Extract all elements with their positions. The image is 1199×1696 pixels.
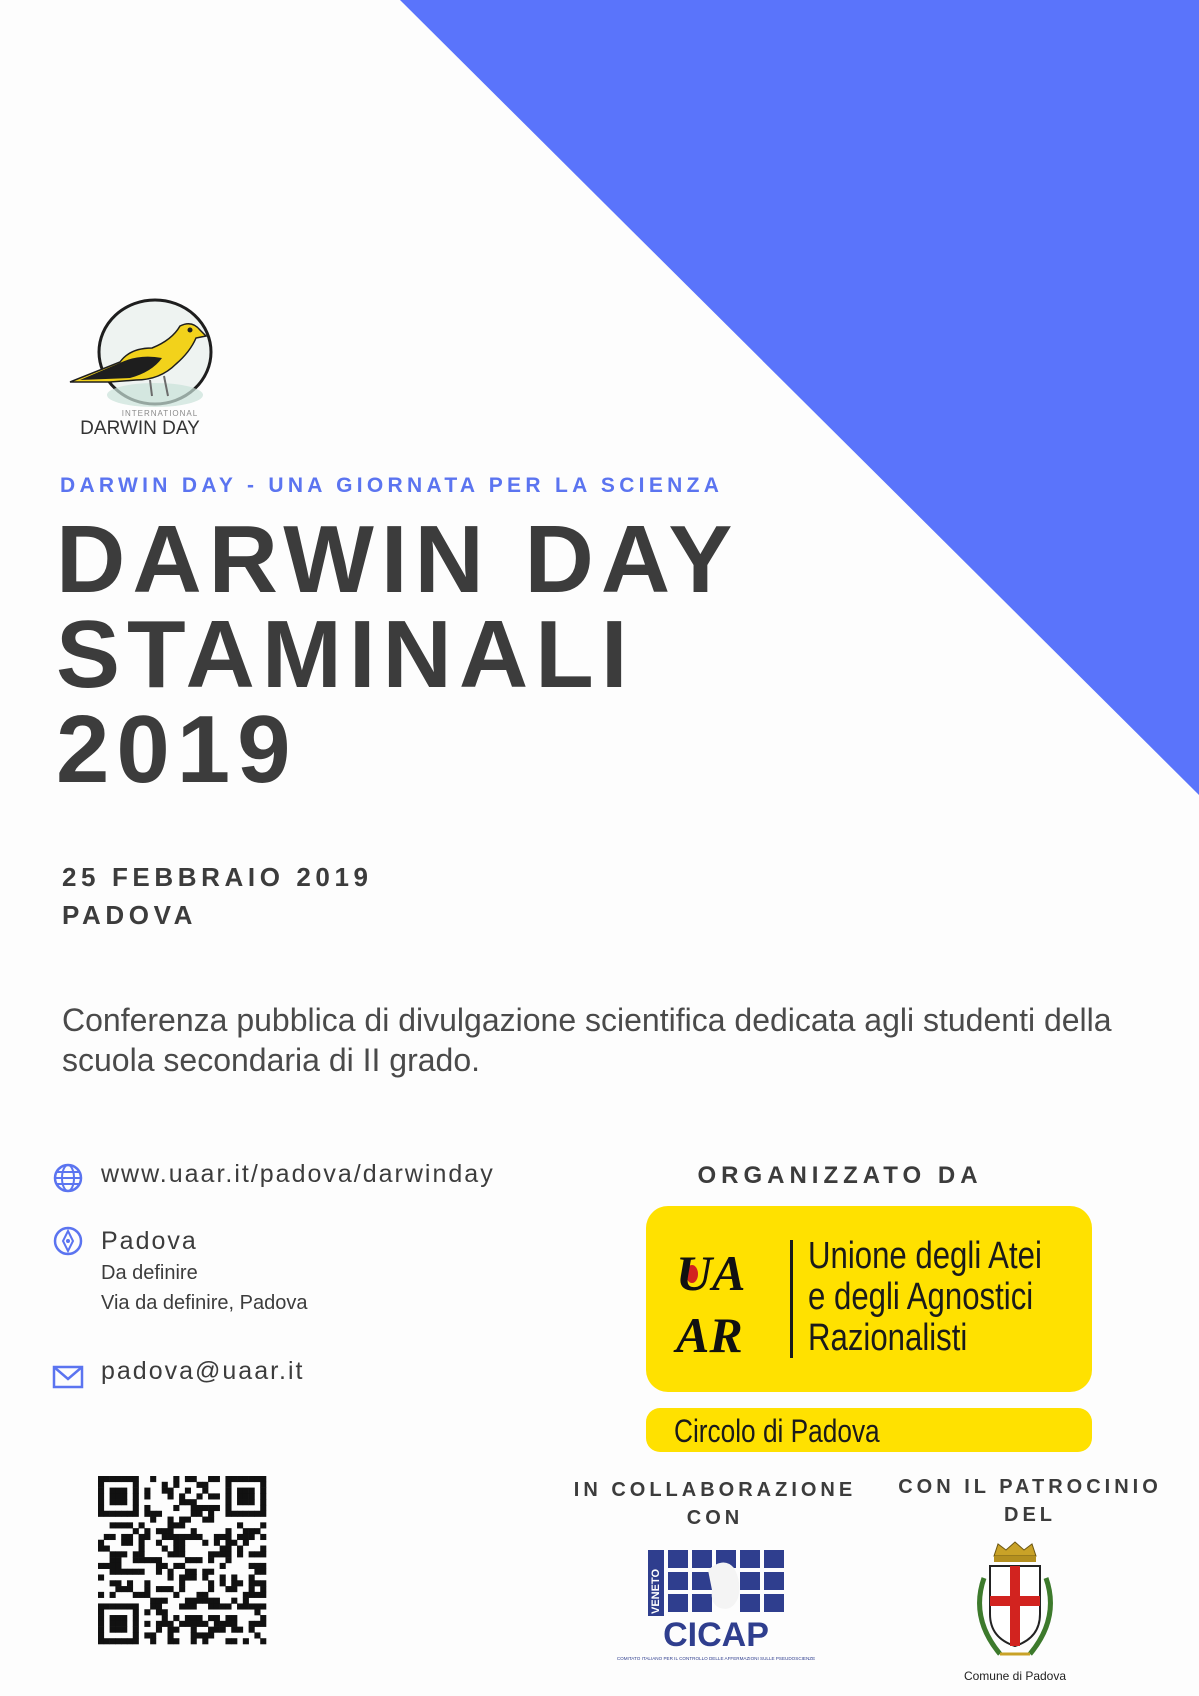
cicap-name: CICAP: [663, 1616, 769, 1654]
place-name: Padova: [101, 1227, 198, 1255]
comune-name: Comune di Padova: [963, 1669, 1067, 1683]
title-line-3: 2019: [56, 696, 298, 803]
subtitle: DARWIN DAY - UNA GIORNATA PER LA SCIENZA: [60, 474, 724, 497]
title-line-2: STAMINALI: [56, 601, 635, 708]
event-date: 25 FEBBRAIO 2019: [62, 862, 373, 892]
uaar-divider: [790, 1240, 793, 1358]
place-line-2: Via da definire, Padova: [101, 1292, 308, 1314]
event-description: Conferenza pubblica di divulgazione scientifica dedicata agli studenti della scuola secondaria di II grado.: [62, 1002, 1112, 1078]
patronage-label-line-1: CON IL PATROCINIO: [898, 1476, 1162, 1498]
location-pin-icon: [52, 1225, 84, 1257]
uaar-mark-bottom: AR: [676, 1307, 743, 1363]
patronage-label-line-2: DEL: [1004, 1504, 1056, 1526]
envelope-icon: [52, 1361, 84, 1393]
darwin-day-logo-name: DARWIN DAY: [80, 418, 200, 439]
title-line-1: DARWIN DAY: [56, 506, 740, 613]
comune-di-padova-logo: [960, 1538, 1070, 1688]
event-city: PADOVA: [62, 900, 197, 930]
uaar-name: [808, 1236, 1042, 1359]
uaar-mark-logo: [670, 1240, 770, 1363]
main-title: [56, 506, 740, 803]
collaboration-label-line-1: IN COLLABORAZIONE: [573, 1479, 857, 1501]
circolo-label: Circolo di Padova: [674, 1413, 880, 1449]
event-info: [62, 858, 373, 934]
website-link[interactable]: www.uaar.it/padova/darwinday: [101, 1160, 495, 1188]
place-line-1: Da definire: [101, 1262, 198, 1284]
collaboration-label-line-2: CON: [686, 1507, 744, 1529]
cicap-sub: COMITATO ITALIANO PER IL CONTROLLO DELLE AFFERMAZIONI SULLE PSEUDOSCIENZE: [616, 1656, 816, 1661]
uaar-name-line-1: Unione degli Atei: [808, 1235, 1042, 1277]
collaboration-label: [570, 1476, 860, 1532]
darwin-day-logo: [60, 300, 220, 440]
patronage-label: [880, 1473, 1180, 1529]
uaar-mark-top: UA: [676, 1245, 746, 1301]
qr-code[interactable]: [98, 1476, 266, 1644]
cicap-logo: [616, 1546, 816, 1670]
darwin-day-logo-small: INTERNATIONAL: [121, 409, 199, 418]
uaar-name-line-2: e degli Agnostici: [808, 1276, 1034, 1318]
uaar-name-line-3: Razionalisti: [808, 1317, 968, 1359]
organizer-label: ORGANIZZATO DA: [697, 1162, 983, 1189]
email-link[interactable]: padova@uaar.it: [101, 1357, 305, 1385]
cicap-side: VENETO: [650, 1568, 662, 1614]
globe-icon: [52, 1162, 84, 1194]
